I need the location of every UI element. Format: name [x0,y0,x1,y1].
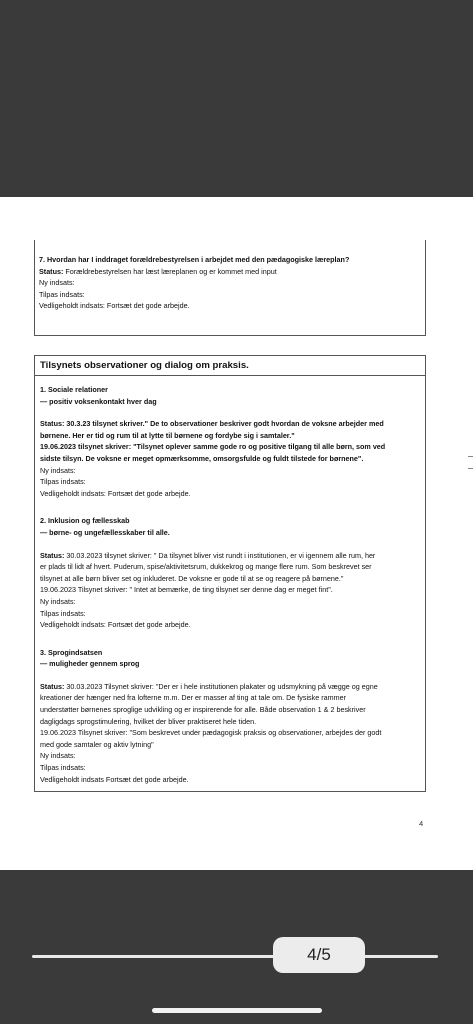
observations-box [34,355,426,792]
section-subtitle: — muligheder gennem sprog [40,659,140,669]
status-line: kreationer der hænger ned fra lofterne m.m. Der er masser af ting at tale om. De fysiske rammer [40,693,346,703]
edge-mark [468,468,473,469]
ny-indsats: Ny indsats: [40,751,76,761]
section-7-box [34,240,426,336]
status-line: 19.06.2023 Tilsynet skriver: " Intet at bemærke, de ting tilsynet ser denne dag er meget fint". [40,585,333,595]
page-scrubber[interactable] [32,955,438,958]
status-line [40,550,421,562]
status-label: Status: [39,266,64,276]
top-dark-area [0,0,473,197]
ny-indsats: Ny indsats: [39,278,75,288]
vedligeholdt-indsats: Vedligeholdt indsats: Fortsæt det gode arbejde. [39,301,190,311]
section-7-status [39,266,421,278]
page-indicator[interactable]: 4/5 [273,937,365,973]
status-line: er plads til lidt af hvert. Puderum, spise/aktivitetsrum, dukkekrog og mange flere rum. Som beskrevet ser [40,562,372,572]
status-line: sidste tilsyn. De voksne er meget opmærksomme, omsorgsfulde og fuldt tilstede for børnene". [40,453,364,463]
vedligeholdt-indsats: Vedligeholdt indsats: Fortsæt det gode arbejde. [40,620,191,630]
section-title: 3. Sprogindsatsen [40,647,103,657]
vedligeholdt-indsats: Vedligeholdt indsats: Fortsæt det gode arbejde. [40,488,191,498]
page-number: 4 [419,819,424,828]
status-line: 19.06.2023 tilsynet skriver: "Tilsynet oplever samme gode ro og positive tilgang til alle børn, som ved [40,442,386,452]
tilpas-indsats: Tilpas indsats: [40,477,86,487]
edge-mark [468,456,473,457]
status-line: tilsynet at alle børn bliver set og inkluderet. De voksne er gode til at se og reagere på børnene." [40,573,344,583]
home-indicator[interactable] [152,1008,322,1013]
status-line: børnene. Her er tid og rum til at lytte til børnene og fordybe sig i samtaler." [40,430,295,440]
observations-header: Tilsynets observationer og dialog om praksis. [35,356,425,376]
status-text: Forældrebestyrelsen har læst læreplanen og er kommet med input [65,266,277,276]
status-line: med gode samtaler og aktiv lytning" [40,739,154,749]
tilpas-indsats: Tilpas indsats: [40,608,86,618]
section-subtitle: — børne- og ungefællesskaber til alle. [40,527,170,537]
status-text: 30.03.2023 tilsynet skriver: " Da tilsynet bliver vist rundt i institutionen, er vi igennem alle rum, her [64,550,376,560]
bottom-dark-area [0,870,473,1024]
status-line: Status: 30.3.23 tilsynet skriver." De to observationer beskriver godt hvordan de voksne arbejder med [40,419,384,429]
status-label: Status: [40,550,65,560]
tilpas-indsats: Tilpas indsats: [40,763,86,773]
section-7-title: 7. Hvordan har I inddraget forældrebestyrelsen i arbejdet med den pædagogiske læreplan? [39,255,350,264]
vedligeholdt-indsats: Vedligeholdt indsats Fortsæt det gode arbejde. [40,774,189,784]
document-page [0,197,473,870]
status-line [40,681,421,693]
status-line: dagligdags sprogstimulering, hvilket der bliver praktiseret hele tiden. [40,716,257,726]
status-line: 19.06.2023 Tilsynet skriver: "Som beskrevet under pædagogisk praksis og observationer, arbejdes der godt [40,728,382,738]
section-subtitle: — positiv voksenkontakt hver dag [40,396,157,406]
status-label: Status: [40,681,65,691]
section-title: 1. Sociale relationer [40,385,108,394]
tilpas-indsats: Tilpas indsats: [39,289,85,299]
status-line: understøtter børnenes sproglige udvikling og er inspirerende for alle. Både observation 1 & 2 beskriver [40,705,366,715]
status-text: 30.03.2023 Tilsynet skriver: "Der er i hele institutionen plakater og udsmykning på væggе og egne [64,681,378,691]
ny-indsats: Ny indsats: [40,596,76,606]
ny-indsats: Ny indsats: [40,465,76,475]
section-title: 2. Inklusion og fællesskab [40,516,130,526]
